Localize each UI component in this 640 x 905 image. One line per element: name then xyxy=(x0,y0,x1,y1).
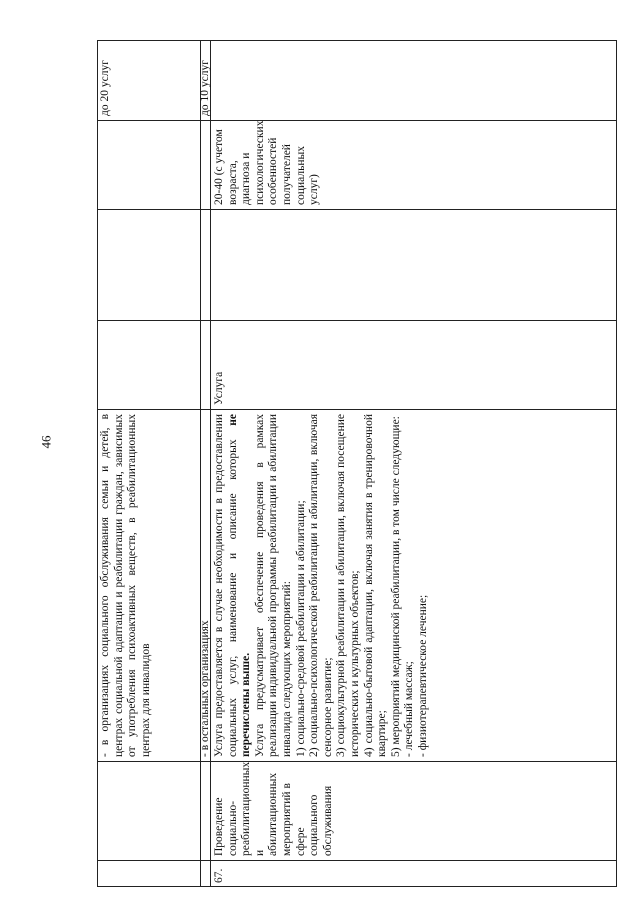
item-3: 3) социокультурной реабилитации и абилитации, включая посещение исторических и культурных объектов; xyxy=(335,414,361,757)
item-1: 1) социально-средовой реабилитации и абилитации; xyxy=(294,500,307,757)
item-2: 2) социально-психологической реабилитации и абилитации, включая сенсорное развитие; xyxy=(308,414,334,757)
item-5: 5) мероприятий медицинской реабилитации, в том числе следующие: xyxy=(389,416,402,757)
table-border-left xyxy=(97,886,617,887)
mid-row-limit: до 10 услуг xyxy=(199,60,211,116)
service-name: Проведение социально-реабилитационных и абилитационных мероприятий в сфере социального обслуживания xyxy=(213,761,334,856)
service-time: 20-40 (с учетом возраста, диагноза и психологических особенностей получателей социальных услуг) xyxy=(213,120,321,205)
services-table xyxy=(97,40,617,887)
item-6: - лечебный массаж; xyxy=(403,661,416,757)
service-description: Услуга предоставляется в случае необходимости в предоставлении социальных услуг, наименование и описание которых не перечислены выше. Услуга предусматривает обеспечение проведения в рамках реализации индивидуальной программы реабилитации и абилитации инвалида следующих мероприятий: 1) социально-средовой реабилитации и абилитации; 2) социально-психологической реабилитации и абилитации, включая сенсорное развитие; 3) социокультурной реабилитации и абилитации, включая посещение исторических и культурных объектов; 4) социально-бытовой адаптации, включая занятия в тренировочной квартире; 5) мероприятий медицинской реабилитации, в том числе следующие: - лечебный массаж; - физиотерапевтическое лечение; xyxy=(213,414,429,757)
row-number: 67. xyxy=(213,868,225,883)
item-4: 4) социально-бытовой адаптации, включая занятия в тренировочной квартире; xyxy=(362,414,389,757)
page-number: 46 xyxy=(38,435,54,449)
top-row-limit: до 20 услуг xyxy=(99,60,111,116)
item-7: - физиотерапевтическое лечение; xyxy=(416,594,429,757)
top-row-text: - в организациях социального обслуживания семьи и детей, в центрах социальной адаптации и реабилитации граждан, зависимых от употребления психоактивных веществ, в реабилитационных центрах для инвалидов xyxy=(99,414,152,757)
service-unit: Услуга xyxy=(213,371,225,405)
mid-row-text: - в остальных организациях xyxy=(199,620,211,757)
